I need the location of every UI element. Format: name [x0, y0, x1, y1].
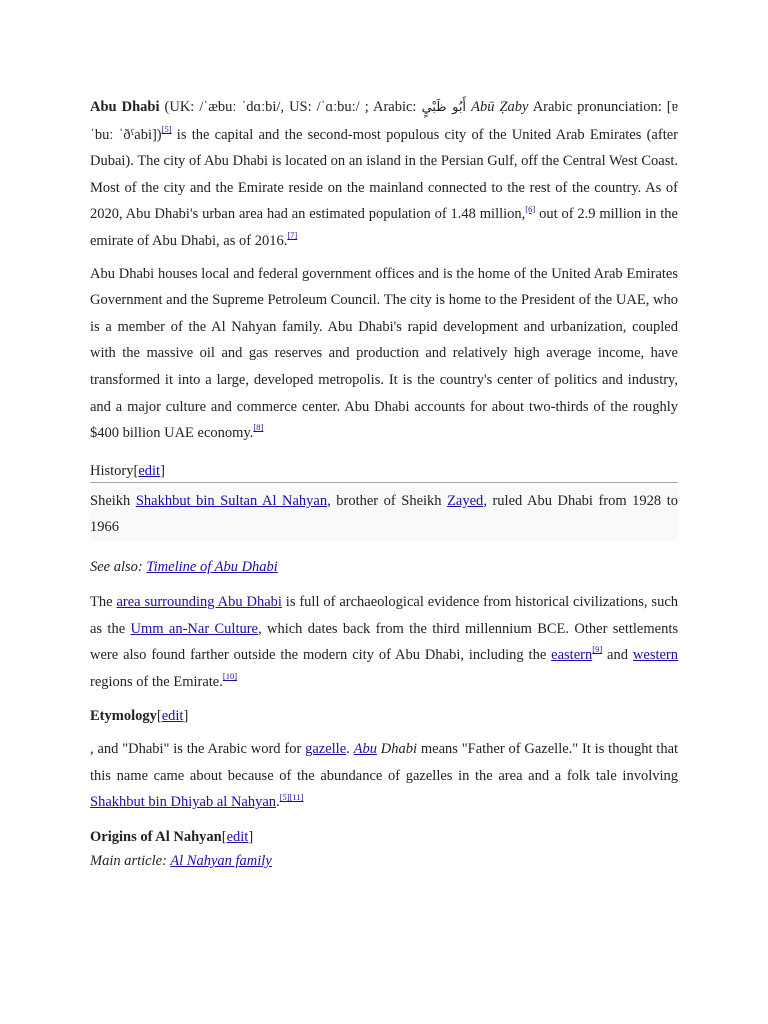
link-abu[interactable]: Abu [353, 741, 377, 758]
history-title: History [90, 462, 134, 479]
transliteration: Abū Ẓaby [466, 99, 529, 115]
etymology-paragraph [90, 736, 678, 816]
history-heading [90, 461, 678, 483]
edit-bracket-open: [ [221, 829, 227, 846]
link-timeline-abu-dhabi[interactable]: Timeline of Abu Dhabi [146, 558, 278, 575]
origins-title: Origins of Al Nahyan [90, 829, 222, 846]
intro-text-2: out of 2.9 million in the emirate of Abu Dhabi, as of 2016. [90, 206, 678, 249]
etym-text-3: Dhabi [376, 741, 418, 758]
pronunciation-text-2: Arabic pronunciation: [ɐ ˈbuː ˈðˤabi]) [90, 99, 679, 143]
main-article-note [90, 851, 678, 871]
link-western[interactable]: western [632, 647, 678, 664]
link-al-nahyan-family[interactable]: Al Nahyan family [170, 853, 272, 870]
overview-paragraph [90, 261, 678, 447]
link-shakhbut-bin-sultan[interactable]: Shakhbut bin Sultan Al Nahyan [135, 492, 328, 509]
history-paragraph [90, 488, 678, 541]
see-also-note [90, 557, 678, 577]
etym-text-1: , and "Dhabi" is the Arabic word for [90, 741, 306, 758]
citation-10[interactable]: [10] [222, 670, 238, 681]
article-subject: Abu Dhabi [90, 99, 160, 115]
overview-text: Abu Dhabi houses local and federal government offices and is the home of the United Arab Emirates Government and the Supreme Petroleum Council. The city is home to the President of the UAE, who is a member of the Al Nahyan family. Abu Dhabi's rapid development and urbanization, coupled with the massive oil and gas reserves and production and relatively high average income, have transformed it into a large, developed metropolis. It is the country's center of politics and industry, and a major culture and commerce center. Abu Dhabi accounts for about two-thirds of the roughly $400 billion UAE economy. [90, 265, 678, 442]
intro-text-1: is the capital and the second-most populous city of the United Arab Emirates (after Dubai). The city of Abu Dhabi is located on an island in the Persian Gulf, off the Central West Coast. Most of the city and the Emirate reside on the mainland connected to the rest of the country. As of 2020, Abu Dhabi's urban area had an estimated population of 1.48 million, [90, 126, 678, 223]
etym-text-5: . [276, 794, 280, 811]
etym-text-4: means "Father of Gazelle." It is thought that this name came about because of the abundance of gazelles in the area and a folk tale involving [90, 741, 679, 784]
origins-edit-link[interactable]: edit [226, 829, 249, 846]
etym-text-2: . [346, 741, 354, 758]
arch-text-4: and [602, 647, 633, 664]
edit-bracket-close: ] [160, 462, 165, 479]
citation-6[interactable]: [6] [525, 203, 536, 214]
link-umm-an-nar[interactable]: Umm an-Nar Culture [130, 620, 258, 637]
pronunciation-text: (UK: /ˈæbuː ˈdɑːbi/, US: /ˈɑːbuː/ ; Arabic: [159, 99, 422, 115]
citation-8[interactable]: [8] [253, 422, 264, 433]
edit-bracket-open: [ [156, 708, 162, 725]
citation-5-11[interactable]: [5][11] [279, 791, 304, 802]
etymology-edit-link[interactable]: edit [161, 708, 184, 725]
citation-5[interactable]: [5] [161, 123, 172, 134]
history-text-3: , ruled Abu Dhabi from 1928 to 1966 [90, 492, 678, 536]
edit-bracket-close: ] [183, 708, 189, 725]
main-article-label: Main article: [90, 853, 171, 870]
history-text-2: , brother of Sheikh [327, 492, 448, 509]
intro-paragraph [90, 94, 678, 255]
edit-bracket-close: ] [248, 829, 254, 846]
link-area-surrounding[interactable]: area surrounding Abu Dhabi [116, 593, 282, 610]
arch-text-3: , which dates back from the third millennium BCE. Other settlements were also found farther outside the modern city of Abu Dhabi, including the [90, 620, 678, 664]
arch-text-1: The [90, 593, 117, 610]
archaeology-paragraph [90, 589, 678, 695]
link-gazelle[interactable]: gazelle [305, 741, 347, 758]
etymology-title: Etymology [90, 708, 157, 725]
link-shakhbut-bin-dhiyab[interactable]: Shakhbut bin Dhiyab al Nahyan [90, 794, 277, 811]
arabic-script: أَبُو ظَبْيٍ [421, 100, 467, 115]
edit-bracket-open: [ [133, 462, 139, 479]
article-content [90, 94, 678, 871]
citation-9[interactable]: [9] [592, 644, 603, 655]
see-also-label: See also: [90, 558, 147, 575]
arch-text-5: regions of the Emirate. [90, 673, 223, 690]
link-eastern[interactable]: eastern [551, 647, 593, 664]
history-text-1: Sheikh [90, 492, 136, 509]
arch-text-2: is full of archaeological evidence from historical civilizations, such as the [90, 593, 679, 637]
citation-7[interactable]: [7] [287, 230, 298, 241]
history-edit-link[interactable]: edit [138, 462, 161, 479]
etymology-heading [90, 706, 678, 726]
link-zayed[interactable]: Zayed [447, 492, 484, 509]
origins-heading [90, 827, 678, 847]
